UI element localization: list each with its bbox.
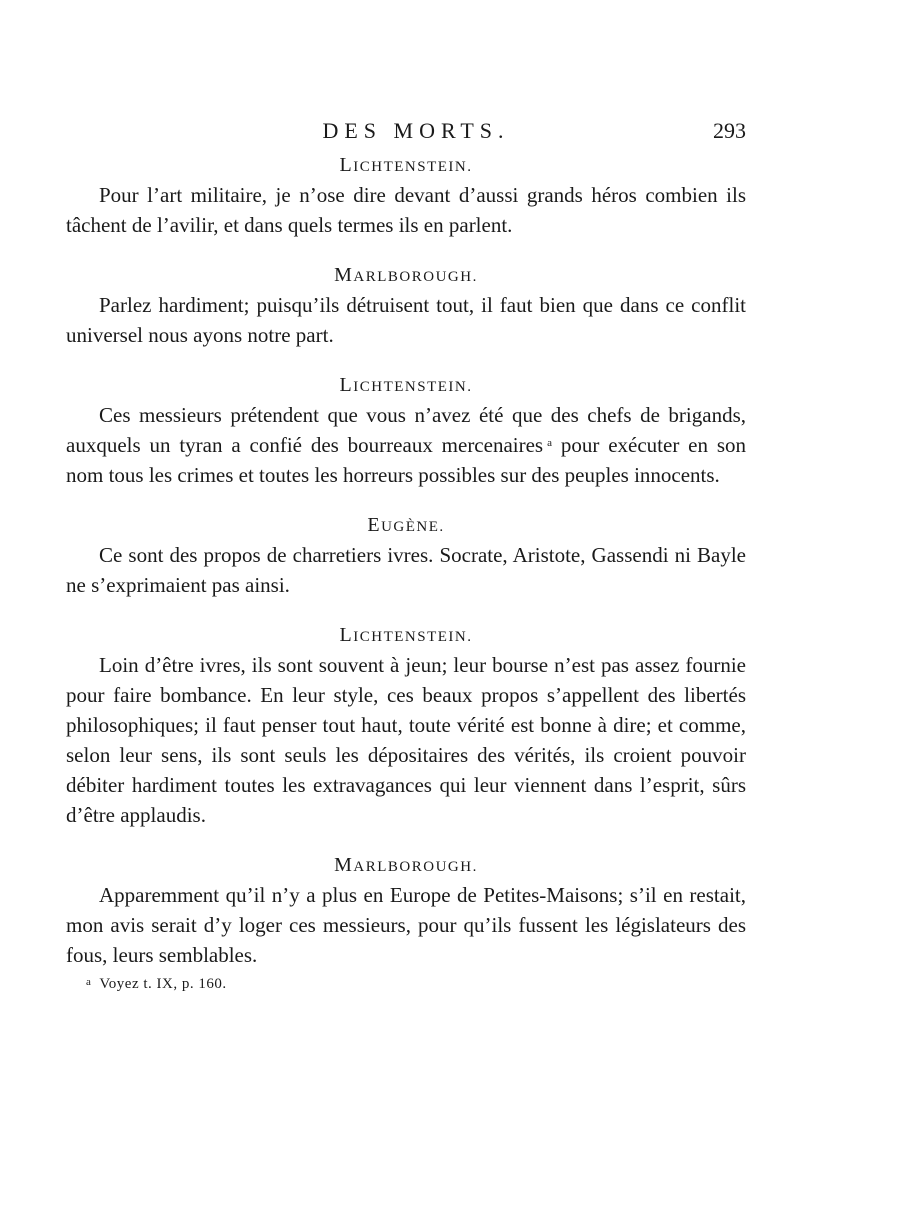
speaker-name: MARLBOROUGH. <box>334 264 478 286</box>
page-number: 293 <box>713 118 746 143</box>
footnote-text: Voyez t. IX, p. 160. <box>99 976 227 992</box>
dialogue-entry <box>66 372 746 490</box>
speech-text-part: Ces messieurs prétendent que vous n’avez été que des chefs de brigands, auxquels un tyran a confié des bourreaux mercenaires <box>66 403 746 457</box>
dialogue-entry <box>66 152 746 240</box>
dialogue-entry <box>66 622 746 830</box>
speaker-name: EUGÈNE. <box>367 514 445 536</box>
speech-text <box>66 400 746 490</box>
speech-text: Loin d’être ivres, ils sont souvent à jeun; leur bourse n’est pas assez fournie pour faire bombance. En leur style, ces beaux propos s’appellent des libertés philosophiques; il faut penser tout haut, toute vérité est bonne à dire; et comme, selon leur sens, ils sont seuls les dépositaires des vérités, ils croient pouvoir débiter hardiment toutes les extravagances qui leur viennent dans l’esprit, sûrs d’être applaudis. <box>66 653 746 827</box>
speech-text: Parlez hardiment; puisqu’ils détruisent tout, il faut bien que dans ce conflit universel nous ayons notre part. <box>66 293 746 347</box>
speaker-name: LICHTENSTEIN. <box>339 154 473 176</box>
footnote-mark: a <box>86 976 92 988</box>
dialogue-entry <box>66 852 746 970</box>
speaker-name: LICHTENSTEIN. <box>339 624 473 646</box>
speaker-name: LICHTENSTEIN. <box>339 374 473 396</box>
running-head <box>66 112 746 152</box>
running-title: DES MORTS. <box>322 118 510 143</box>
speaker-name: MARLBOROUGH. <box>334 854 478 876</box>
speech-text: Pour l’art militaire, je n’ose dire devant d’aussi grands héros combien ils tâchent de l’avilir, et dans quels termes ils en parlent. <box>66 183 746 237</box>
footnote <box>66 976 746 993</box>
dialogue-entry <box>66 512 746 600</box>
speech-text: Ce sont des propos de charretiers ivres. Socrate, Aristote, Gassendi ni Bayle ne s’exprimaient pas ainsi. <box>66 543 746 597</box>
dialogue-entry <box>66 262 746 350</box>
footnote-reference: a <box>547 437 552 449</box>
page <box>66 112 746 993</box>
speech-text: Apparemment qu’il n’y a plus en Europe de Petites-Maisons; s’il en restait, mon avis serait d’y loger ces messieurs, pour qu’ils fussent les législateurs des fous, leurs semblables. <box>66 883 746 967</box>
speech-text-part: pour exécuter en son nom tous les crimes et toutes les horreurs possibles sur des peuples innocents. <box>66 433 747 487</box>
